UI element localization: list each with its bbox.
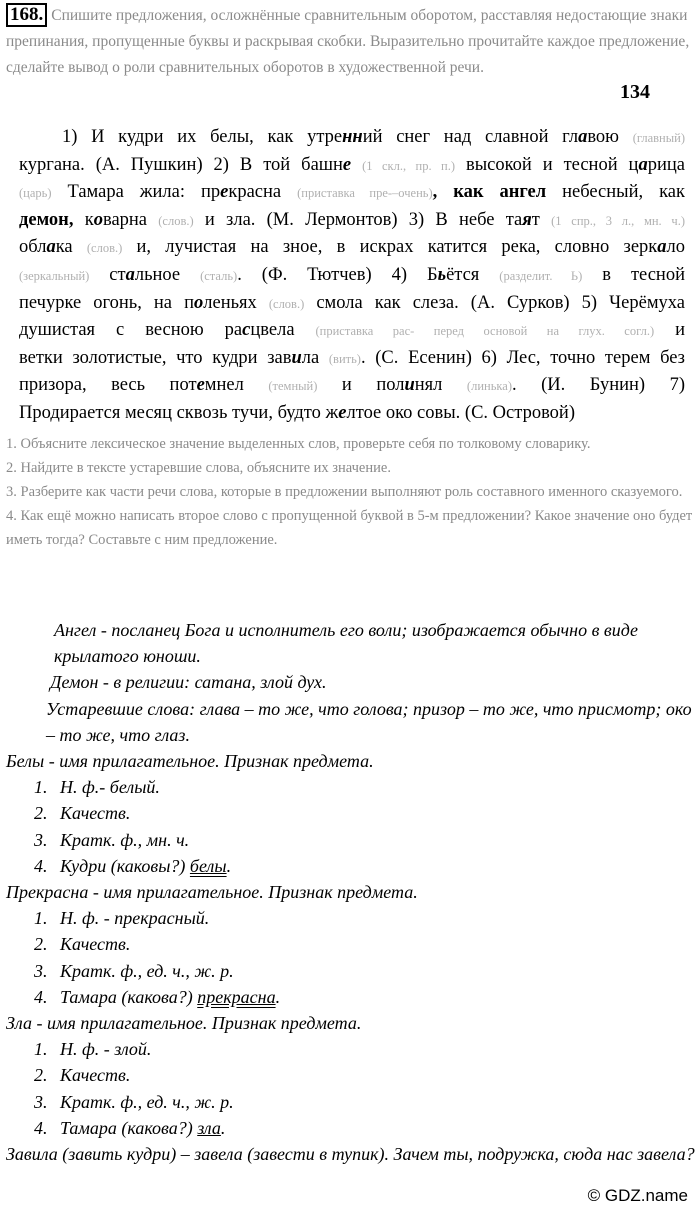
grammar-hint: (сталь) [200,268,238,283]
grammar-hint: (линька) [466,379,512,394]
text-run: смола как слеза. (А. Сурков) 5) Черёмуха [304,292,685,313]
inserted-letter: с [242,320,251,341]
grammar-hint: (приставка рас- перед основой на глух. согл.) [315,324,655,339]
text-run: призора, весь пот [19,375,197,396]
page-number: 134 [620,81,650,103]
item-text: Качеств. [60,934,131,955]
item-text: Качеств. [60,803,131,824]
text-run: душистая с весною ра [19,320,243,341]
bold-word: демон, [19,209,74,230]
text-run: варна [102,209,159,230]
punctuation: . [275,986,281,1007]
text-line [19,234,685,262]
grammar-hint: (разделит. Ь) [499,268,583,283]
analysis-heading: Белы - имя прилагательное. Признак предмета. [6,751,374,772]
exercise-text [19,124,685,427]
text-line [19,207,685,235]
answer-demon: Демон - в религии: сатана, злой дух. [50,672,327,693]
task-text: Спишите предложения, осложнённые сравнительным оборотом, расставляя недостающие знаки препинания, пропущенные буквы и раскрывая скобки. Выразительно прочитайте каждое предложение, сделайте вывод о роли сравнительных оборотов в художественной речи. [6,7,690,76]
grammar-hint: (1 спр., 3 л., мн. ч.) [551,213,685,228]
inserted-letter: е [342,154,352,175]
inserted-letter: я [522,209,532,230]
inserted-letter: а [638,154,648,175]
item-text: Тамара (какова?) [60,1117,198,1138]
text-run: ла [301,347,329,368]
inserted-letter: а [46,237,56,258]
grammar-hint: (зеркальный) [19,268,90,283]
analysis-heading: Прекрасна - имя прилагательное. Признак предмета. [6,882,418,903]
text-line [19,152,685,180]
item-number: 4. [34,855,48,876]
text-line [19,262,685,290]
text-run: обл [19,237,47,258]
text-run: 1) И кудри их белы, как утре [62,127,343,147]
grammar-hint: (слов.) [158,213,194,228]
inserted-letter: о [93,209,103,230]
question: 4. Как ещё можно написать второе слово с пропущенной буквой в 5-м предложении? Какое значение оно будет иметь тогда? Составьте с ним предложение. [6,508,693,548]
inserted-letter: и [291,347,302,368]
questions [6,432,696,552]
text-run: ветки золотистые, что кудри зав [19,347,292,368]
punctuation: . [226,855,232,876]
inserted-letter: е [220,182,229,203]
text-run: и, лучистая на зное, в искрах катится река, словно зерк [122,237,658,258]
text-run: вою [587,127,633,147]
text-run: ло [666,237,686,258]
item-text: Н. ф.- белый. [60,777,160,798]
text-run: лтое око совы. (С. Островой) [346,402,575,423]
question: 2. Найдите в тексте устаревшие слова, объясните их значение. [6,460,391,476]
text-line [19,345,685,373]
underlined-word: зла [197,1117,221,1138]
text-run: льное [134,264,201,285]
answer-obsolete: Устаревшие слова: глава – то же, что голова; призор – то же, что присмотр; око – то же, что глаз. [46,698,692,745]
bold-word: , как ангел [432,182,547,203]
text-run: ётся [446,264,500,285]
text-line [19,179,685,207]
item-number: 2. [34,803,48,824]
exercise-number: 168. [6,3,47,27]
item-number: 4. [34,986,48,1007]
text-line [19,290,685,318]
grammar-hint: (вить) [328,351,361,366]
underlined-word: белы [189,855,227,876]
inserted-letter: нн [342,127,363,147]
inserted-letter: а [657,237,667,258]
analysis-item [6,853,696,879]
grammar-hint: (слов.) [86,241,123,256]
grammar-hint: (царь) [19,186,52,201]
item-number: 3. [34,1091,48,1112]
text-line [19,372,685,400]
item-number: 2. [34,934,48,955]
inserted-letter: о [194,292,204,313]
answer-final: Завила (завить кудри) – завела (завести в тупик). Зачем ты, подружка, сюда нас завела? [6,1144,695,1165]
punctuation: . [220,1117,226,1138]
text-run: т [531,209,552,230]
analysis-item [6,774,696,800]
item-text: Тамара (какова?) [60,986,198,1007]
item-text: Кратк. ф., ед. ч., ж. р. [60,1091,234,1112]
analysis-item [6,1062,696,1088]
text-run: мнел [204,375,269,396]
item-text: Н. ф. - злой. [60,1039,152,1060]
text-run: цвела [250,320,316,341]
item-number: 2. [34,1065,48,1086]
inserted-letter: ь [437,264,447,285]
grammar-hint: (приставка пре-–очень) [297,186,433,201]
item-number: 4. [34,1117,48,1138]
text-run: высокой и тесной ц [455,154,639,175]
analysis-item [6,931,696,957]
text-run: в тесной [582,264,685,285]
text-run: и [654,320,685,341]
text-run: и пол [317,375,405,396]
inserted-letter: а [125,264,135,285]
analysis-item [6,905,696,931]
grammar-hint: (главный) [632,131,686,145]
task-statement [6,3,694,81]
text-run: . (Ф. Тютчев) 4) Б [237,264,438,285]
analysis-item [6,1036,696,1062]
inserted-letter: и [404,375,415,396]
text-run: Продирается месяц сквозь тучи, будто ж [19,402,339,423]
analysis-heading: Зла - имя прилагательное. Признак предмета. [6,1013,362,1034]
text-run: кургана. (А. Пушкин) 2) В той башн [19,154,343,175]
item-text: Кудри (каковы?) [60,855,190,876]
text-line [19,124,685,152]
text-run: ка [55,237,87,258]
text-run: Тамара жила: пр [51,182,221,203]
text-run: рица [647,154,685,175]
analysis-item [6,984,696,1010]
inserted-letter: е [338,402,347,423]
text-run [351,155,362,175]
analysis-item [6,1089,696,1115]
underlined-word: прекрасна [197,986,276,1007]
text-run: красна [228,182,298,203]
text-run: к [73,209,94,230]
item-text: Кратк. ф., мн. ч. [60,829,190,850]
question: 3. Разберите как части речи слова, которые в предложении выполняют роль составного именного сказуемого. [6,484,683,500]
text-line [19,317,685,345]
copyright: © GDZ.name [587,1186,688,1205]
answer [6,617,696,1167]
text-run: . (И. Бунин) 7) [512,375,685,396]
text-run: ий снег над славной гл [362,127,579,147]
item-number: 1. [34,777,48,798]
answer-angel: Ангел - посланец Бога и исполнитель его воли; изображается обычно в виде крылатого юноши. [54,620,639,667]
analysis-item [6,827,696,853]
question: 1. Объясните лексическое значение выделенных слов, проверьте себя по толковому словарику. [6,436,591,452]
item-number: 1. [34,1039,48,1060]
analysis-item [6,1115,696,1141]
item-number: 3. [34,960,48,981]
text-run: . (С. Есенин) 6) Лес, точно терем без [360,347,685,368]
inserted-letter: а [578,127,588,147]
item-number: 3. [34,829,48,850]
text-run: и зла. (М. Лермонтов) 3) В небе та [193,209,523,230]
text-run: небесный, как [546,182,685,203]
grammar-hint: (слов.) [268,296,305,311]
text-run: ст [89,264,126,285]
item-text: Кратк. ф., ед. ч., ж. р. [60,960,234,981]
analysis-item [6,800,696,826]
text-run: леньях [203,292,269,313]
grammar-hint: (темный) [268,379,318,394]
text-run: печурке огонь, на п [19,292,194,313]
item-number: 1. [34,908,48,929]
grammar-hint: (1 скл., пр. п.) [362,158,456,173]
analysis-item [6,958,696,984]
text-line [19,400,685,427]
item-text: Качеств. [60,1065,131,1086]
text-run: нял [414,375,467,396]
inserted-letter: е [196,375,205,396]
item-text: Н. ф. - прекрасный. [60,908,210,929]
